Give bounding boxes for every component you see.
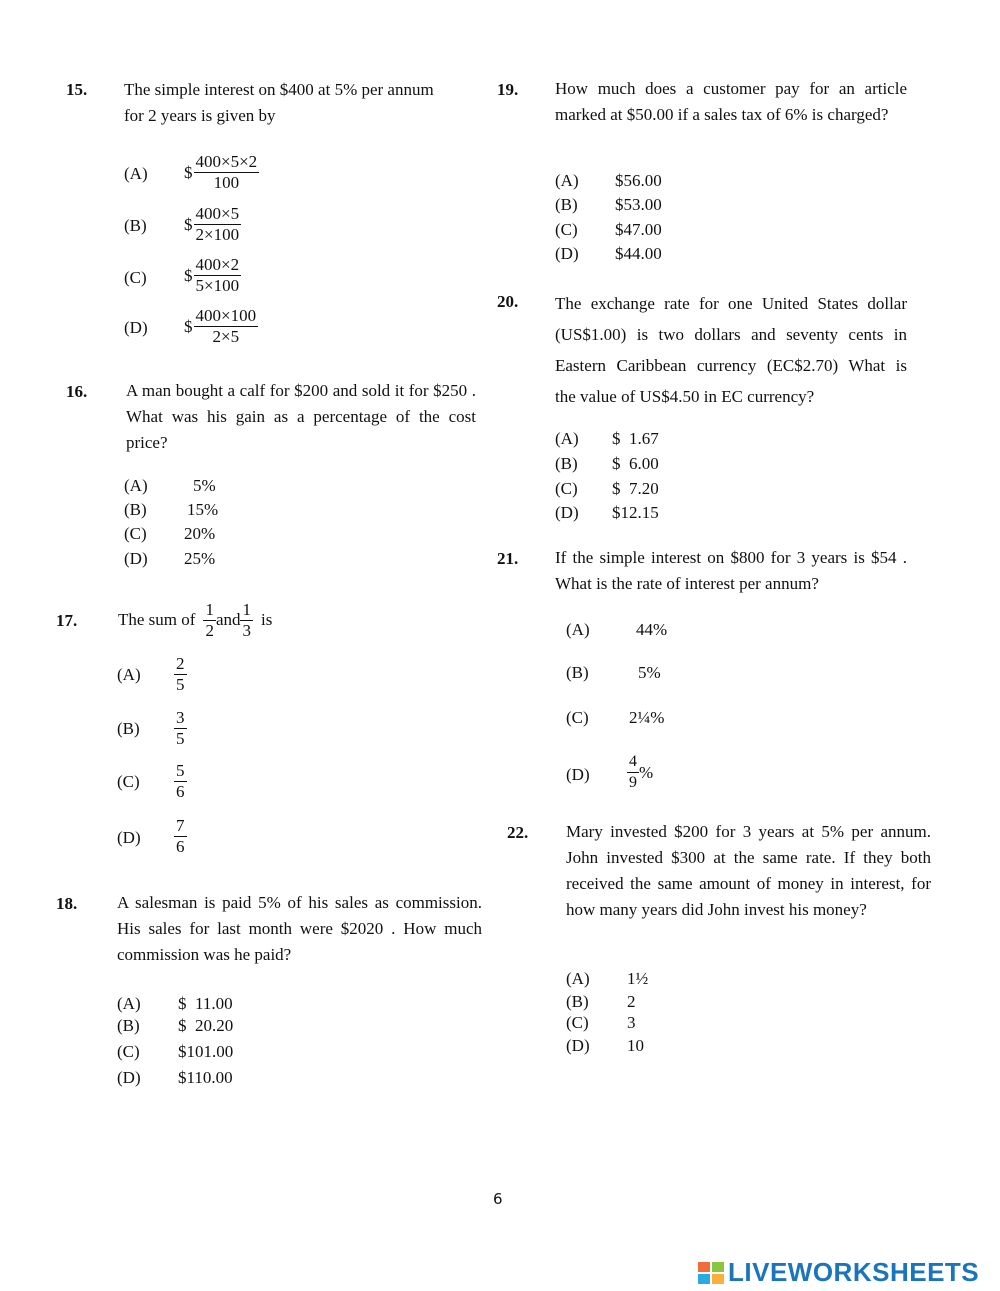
option-label: (D) bbox=[117, 1068, 141, 1087]
option-value: $ 6.00 bbox=[612, 454, 659, 473]
option-label: (D) bbox=[566, 765, 590, 784]
q20-option-c[interactable] bbox=[555, 479, 685, 503]
fraction-numerator: 5 bbox=[176, 761, 185, 780]
fraction-one-third bbox=[240, 600, 253, 641]
fraction-numerator: 1 bbox=[205, 599, 214, 619]
q21-option-a[interactable] bbox=[566, 620, 706, 644]
question-text-17-post: is bbox=[260, 610, 273, 629]
question-number-20: 20. bbox=[497, 292, 519, 311]
option-value: 2¼% bbox=[629, 708, 665, 727]
fraction-one-half bbox=[203, 600, 216, 641]
option-value: $53.00 bbox=[615, 195, 662, 214]
option-label: (A) bbox=[566, 969, 590, 988]
fraction-numerator: 7 bbox=[176, 816, 185, 835]
option-label: (B) bbox=[124, 216, 147, 235]
q16-option-d[interactable] bbox=[124, 549, 244, 573]
question-text-17 bbox=[118, 598, 272, 642]
question-text-15 bbox=[124, 77, 464, 129]
question-text-22: Mary invested $200 for 3 years at 5% per annum. John invested $300 at the same rate. If they both received the same amount of money in interest, for how many years did John invest his money? bbox=[566, 822, 931, 919]
fraction-numerator: 1 bbox=[242, 599, 251, 619]
option-label: (A) bbox=[555, 171, 579, 190]
option-value: $101.00 bbox=[178, 1042, 234, 1061]
q19-option-a[interactable] bbox=[555, 171, 685, 195]
q22-option-a[interactable] bbox=[566, 969, 676, 993]
question-number-21: 21. bbox=[497, 549, 519, 568]
fraction-denominator: 9 bbox=[629, 774, 637, 791]
question-text-17-and: and bbox=[215, 610, 241, 629]
fraction bbox=[194, 255, 242, 296]
option-label: (D) bbox=[124, 318, 148, 337]
q19-option-b[interactable] bbox=[555, 195, 685, 219]
option-value: $47.00 bbox=[615, 220, 662, 239]
logo-block bbox=[698, 1274, 710, 1284]
option-value: $44.00 bbox=[615, 244, 662, 263]
option-label: (D) bbox=[555, 503, 579, 522]
question-number-18: 18. bbox=[56, 894, 78, 913]
logo-wordmark: LIVEWORKSHEETS bbox=[728, 1257, 980, 1287]
option-value: 5% bbox=[638, 663, 661, 682]
option-label: (B) bbox=[566, 992, 589, 1011]
fraction-denominator: 3 bbox=[242, 620, 251, 640]
question-number-15: 15. bbox=[66, 80, 88, 99]
option-value: 25% bbox=[184, 549, 216, 568]
q15-option-c-value bbox=[184, 255, 241, 296]
logo-blocks-icon bbox=[698, 1262, 724, 1284]
q21-option-d[interactable] bbox=[566, 765, 626, 789]
dollar-sign: $ bbox=[184, 162, 193, 182]
question-text-16: A man bought a calf for $200 and sold it for $250 . What was his gain as a percentage of the cost price? bbox=[126, 381, 476, 452]
option-label: (A) bbox=[124, 164, 148, 183]
option-label: (A) bbox=[117, 994, 141, 1013]
fraction bbox=[194, 306, 259, 347]
q17-option-a-fraction bbox=[174, 654, 187, 695]
option-label: (A) bbox=[555, 429, 579, 448]
fraction-denominator: 6 bbox=[176, 837, 185, 856]
q21-option-d-value bbox=[627, 752, 653, 793]
question-text-18: A salesman is paid 5% of his sales as commission. His sales for last month were $2020 . How much commission was he paid? bbox=[117, 893, 482, 964]
q17-option-c-fraction bbox=[174, 761, 187, 802]
q16-option-c[interactable] bbox=[124, 524, 244, 548]
fraction-denominator: 2×5 bbox=[212, 327, 240, 346]
q19-option-c[interactable] bbox=[555, 220, 685, 244]
option-value: $ 20.20 bbox=[178, 1016, 234, 1035]
dollar-sign: $ bbox=[184, 316, 193, 336]
fraction bbox=[194, 204, 242, 245]
percent-sign: % bbox=[639, 762, 654, 782]
q15-option-d-value bbox=[184, 306, 258, 347]
option-value: $12.15 bbox=[612, 503, 659, 522]
option-label: (D) bbox=[566, 1036, 590, 1055]
q22-option-d[interactable] bbox=[566, 1036, 676, 1060]
q16-option-b[interactable] bbox=[124, 500, 244, 524]
option-label: (B) bbox=[555, 454, 578, 473]
logo-block bbox=[712, 1274, 724, 1284]
q15-option-a-value bbox=[184, 152, 259, 193]
option-label: (B) bbox=[555, 195, 578, 214]
q18-option-b[interactable] bbox=[117, 1016, 257, 1040]
fraction-numerator: 400×100 bbox=[195, 306, 257, 325]
option-label: (B) bbox=[566, 663, 589, 682]
fraction-numerator: 4 bbox=[627, 752, 639, 773]
option-value: 10 bbox=[627, 1036, 644, 1055]
option-value: 1½ bbox=[627, 969, 649, 988]
question-text-20-line1: The exchange rate for one United States dollar bbox=[555, 294, 907, 313]
question-text-17-pre: The sum of bbox=[118, 610, 196, 629]
fraction bbox=[627, 752, 639, 793]
fraction-denominator: 5 bbox=[176, 675, 185, 694]
q18-option-c[interactable] bbox=[117, 1042, 257, 1066]
option-value: $110.00 bbox=[178, 1068, 233, 1087]
dollar-sign: $ bbox=[184, 265, 193, 285]
option-label: (C) bbox=[566, 708, 589, 727]
option-value: 5% bbox=[193, 476, 216, 495]
fraction-numerator: 400×5×2 bbox=[195, 152, 258, 171]
logo-block bbox=[698, 1262, 710, 1272]
option-label: (C) bbox=[555, 479, 578, 498]
question-text-19: How much does a customer pay for an article marked at $50.00 if a sales tax of 6% is charged? bbox=[555, 79, 907, 124]
question-text-20-line2: (US$1.00) is two dollars and seventy cents in bbox=[555, 325, 907, 344]
fraction-denominator: 100 bbox=[213, 173, 240, 192]
question-text-15-line1: The simple interest on $400 at 5% per annum bbox=[124, 80, 434, 99]
option-value: $ 1.67 bbox=[612, 429, 659, 448]
option-label: (C) bbox=[117, 1042, 140, 1061]
q20-option-b[interactable] bbox=[555, 454, 685, 478]
option-value: 2 bbox=[627, 992, 636, 1011]
fraction-numerator: 2 bbox=[176, 654, 185, 673]
page-number: 6 bbox=[493, 1190, 503, 1208]
fraction bbox=[194, 152, 260, 193]
option-label: (D) bbox=[124, 549, 148, 568]
question-text-15-line2: for 2 years is given by bbox=[124, 106, 276, 125]
question-number-19: 19. bbox=[497, 80, 519, 99]
option-value: 3 bbox=[627, 1013, 636, 1032]
fraction-denominator: 5×100 bbox=[195, 276, 240, 295]
fraction-denominator: 2×100 bbox=[195, 225, 240, 244]
question-text-20-line3: Eastern Caribbean currency (EC$2.70) What is bbox=[555, 356, 907, 375]
option-label: (A) bbox=[117, 665, 141, 684]
question-text-20-line4: the value of US$4.50 in EC currency? bbox=[555, 387, 815, 406]
option-label: (B) bbox=[124, 500, 147, 519]
option-value: 20% bbox=[184, 524, 216, 543]
question-number-22: 22. bbox=[507, 823, 529, 842]
fraction-denominator: 6 bbox=[176, 782, 185, 801]
question-text-21: If the simple interest on $800 for 3 years is $54 . What is the rate of interest per annum? bbox=[555, 548, 907, 593]
logo-block bbox=[712, 1262, 724, 1272]
q17-option-b-fraction bbox=[174, 708, 187, 749]
q20-option-a[interactable] bbox=[555, 429, 685, 453]
q19-option-d[interactable] bbox=[555, 244, 685, 268]
fraction-numerator: 400×2 bbox=[195, 255, 240, 274]
fraction-denominator: 2 bbox=[205, 620, 214, 640]
option-label: (C) bbox=[117, 772, 140, 791]
option-label: (C) bbox=[566, 1013, 589, 1032]
option-label: (C) bbox=[124, 524, 147, 543]
option-label: (D) bbox=[117, 828, 141, 847]
fraction-numerator: 400×5 bbox=[195, 204, 240, 223]
q15-option-b-value bbox=[184, 204, 241, 245]
option-label: (C) bbox=[555, 220, 578, 239]
question-text-20 bbox=[555, 288, 907, 412]
option-label: (A) bbox=[566, 620, 590, 639]
option-value: 15% bbox=[187, 500, 219, 519]
option-value: 44% bbox=[636, 620, 668, 639]
option-value: $ 11.00 bbox=[178, 994, 233, 1013]
option-label: (C) bbox=[124, 268, 147, 287]
q18-option-d[interactable] bbox=[117, 1068, 257, 1092]
option-value: $ 7.20 bbox=[612, 479, 659, 498]
q16-option-a[interactable] bbox=[124, 476, 244, 500]
q21-option-c[interactable] bbox=[566, 708, 706, 732]
option-label: (A) bbox=[124, 476, 148, 495]
option-label: (B) bbox=[117, 719, 140, 738]
q22-option-c[interactable] bbox=[566, 1013, 676, 1037]
dollar-sign: $ bbox=[184, 214, 193, 234]
option-label: (B) bbox=[117, 1016, 140, 1035]
fraction-numerator: 3 bbox=[176, 708, 185, 727]
question-number-17: 17. bbox=[56, 611, 78, 630]
q18-option-a[interactable] bbox=[117, 994, 257, 1018]
question-number-16: 16. bbox=[66, 382, 88, 401]
q17-option-d-fraction bbox=[174, 816, 187, 857]
q20-option-d[interactable] bbox=[555, 503, 685, 527]
option-value: $56.00 bbox=[615, 171, 662, 190]
q21-option-b[interactable] bbox=[566, 663, 706, 687]
fraction-denominator: 5 bbox=[176, 729, 185, 748]
option-label: (D) bbox=[555, 244, 579, 263]
liveworksheets-logo[interactable] bbox=[698, 1257, 979, 1288]
